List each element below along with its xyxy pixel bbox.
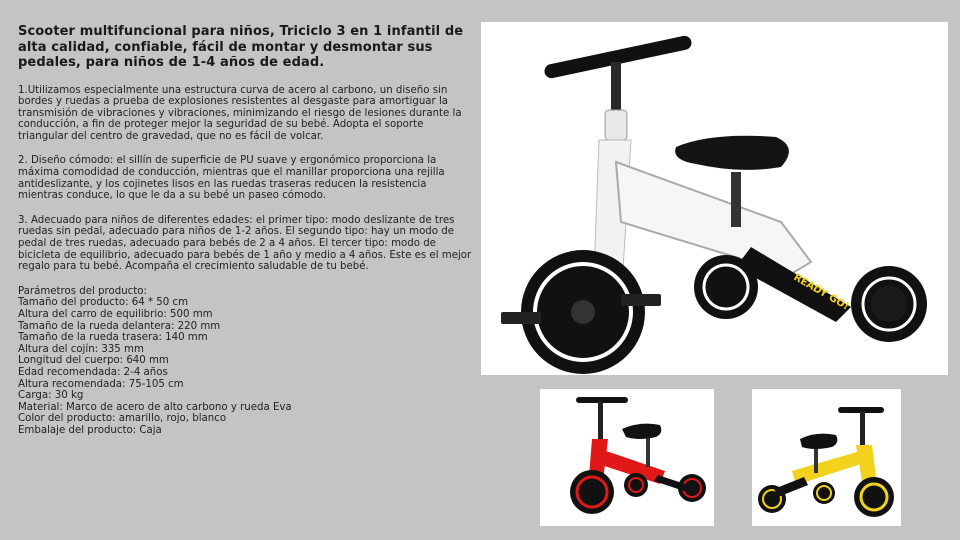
seat — [800, 434, 837, 449]
param-line: Material: Marco de acero de alto carbono y rueda Eva — [18, 401, 292, 413]
param-line: Altura del cojín: 335 mm — [18, 343, 144, 355]
main-frame — [616, 162, 811, 274]
stem — [860, 411, 865, 447]
feature-paragraph-3: 3. Adecuado para niños de diferentes edades: el primer tipo: modo deslizante de tres ruedas sin pedal, adecuado para niños de 1-2 años. El segundo tipo: hay un modo de pedal de tres ruedas, adecuado para bebés de 2 a 4 años. El tercer tipo: modo de bicicleta de equilibrio, adecuado para bebés de 1 año y medio a 4 años. Este es el mejor regalo para tu bebé. Acompaña el crecimiento saludable de tu bebé. — [18, 214, 472, 273]
red-tricycle-illustration — [540, 389, 714, 526]
pedal-left — [501, 312, 541, 324]
param-line: Carga: 30 kg — [18, 390, 84, 402]
rear-frame — [774, 477, 808, 497]
stem-clamp — [605, 110, 627, 140]
seat-post — [646, 437, 650, 467]
params-heading: Parámetros del producto: — [18, 285, 147, 297]
param-line: Tamaño del producto: 64 * 50 cm — [18, 297, 189, 309]
param-line: Tamaño de la rueda trasera: 140 mm — [18, 332, 208, 344]
param-line: Altura recomendada: 75-105 cm — [18, 378, 184, 390]
product-parameters — [18, 286, 474, 437]
param-line: Embalaje del producto: Caja — [18, 424, 162, 436]
main-product-image — [481, 22, 948, 375]
pedal-right — [621, 294, 661, 306]
rear-wheel-left — [624, 473, 648, 497]
param-line: Tamaño de la rueda delantera: 220 mm — [18, 320, 221, 332]
stem — [598, 401, 603, 441]
seat-post — [731, 172, 741, 227]
rear-hub — [871, 286, 907, 322]
front-hub — [571, 300, 595, 324]
param-line: Edad recomendada: 2-4 años — [18, 366, 168, 378]
red-product-image — [540, 389, 714, 526]
seat-post — [814, 445, 818, 473]
param-line: Altura del carro de equilibrio: 500 mm — [18, 309, 213, 320]
yellow-product-image — [752, 389, 901, 526]
param-line: Longitud del cuerpo: 640 mm — [18, 355, 169, 367]
feature-paragraph-2: 2. Diseño cómodo: el sillín de superficie de PU suave y ergonómico proporciona la máxima comodidad de conducción, mientras que el manillar proporciona una rejilla antideslizante, y los cojinetes lisos en las ruedas traseras reducen la resistencia mientras conduce, lo que le da a su bebé un paseo cómodo. — [18, 155, 445, 202]
description-column — [18, 24, 474, 437]
product-title: Scooter multifuncional para niños, Triciclo 3 en 1 infantil de alta calidad, confiable, fácil de montar y desmontar sus pedales, para niños de 1-4 años de edad. — [18, 24, 464, 70]
feature-paragraph-1: 1.Utilizamos especialmente una estructura curva de acero al carbono, un diseño sin bordes y ruedas a prueba de explosiones resistentes al desgaste para amortiguar la transmisión de vibraciones y vibraciones, minimizando el riesgo de lesiones durante la conducción, a fin de proteger mejor la seguridad de su bebé. Adopta el soporte triangular del centro de gravedad, que no es fácil de volcar. — [18, 84, 462, 142]
yellow-tricycle-illustration — [752, 389, 901, 526]
ready-go-decal: READY GO! — [791, 272, 851, 313]
param-line: Color del producto: amarillo, rojo, blanco — [18, 413, 227, 425]
seat — [675, 136, 789, 170]
white-tricycle-illustration — [481, 22, 948, 375]
seat — [622, 424, 661, 439]
